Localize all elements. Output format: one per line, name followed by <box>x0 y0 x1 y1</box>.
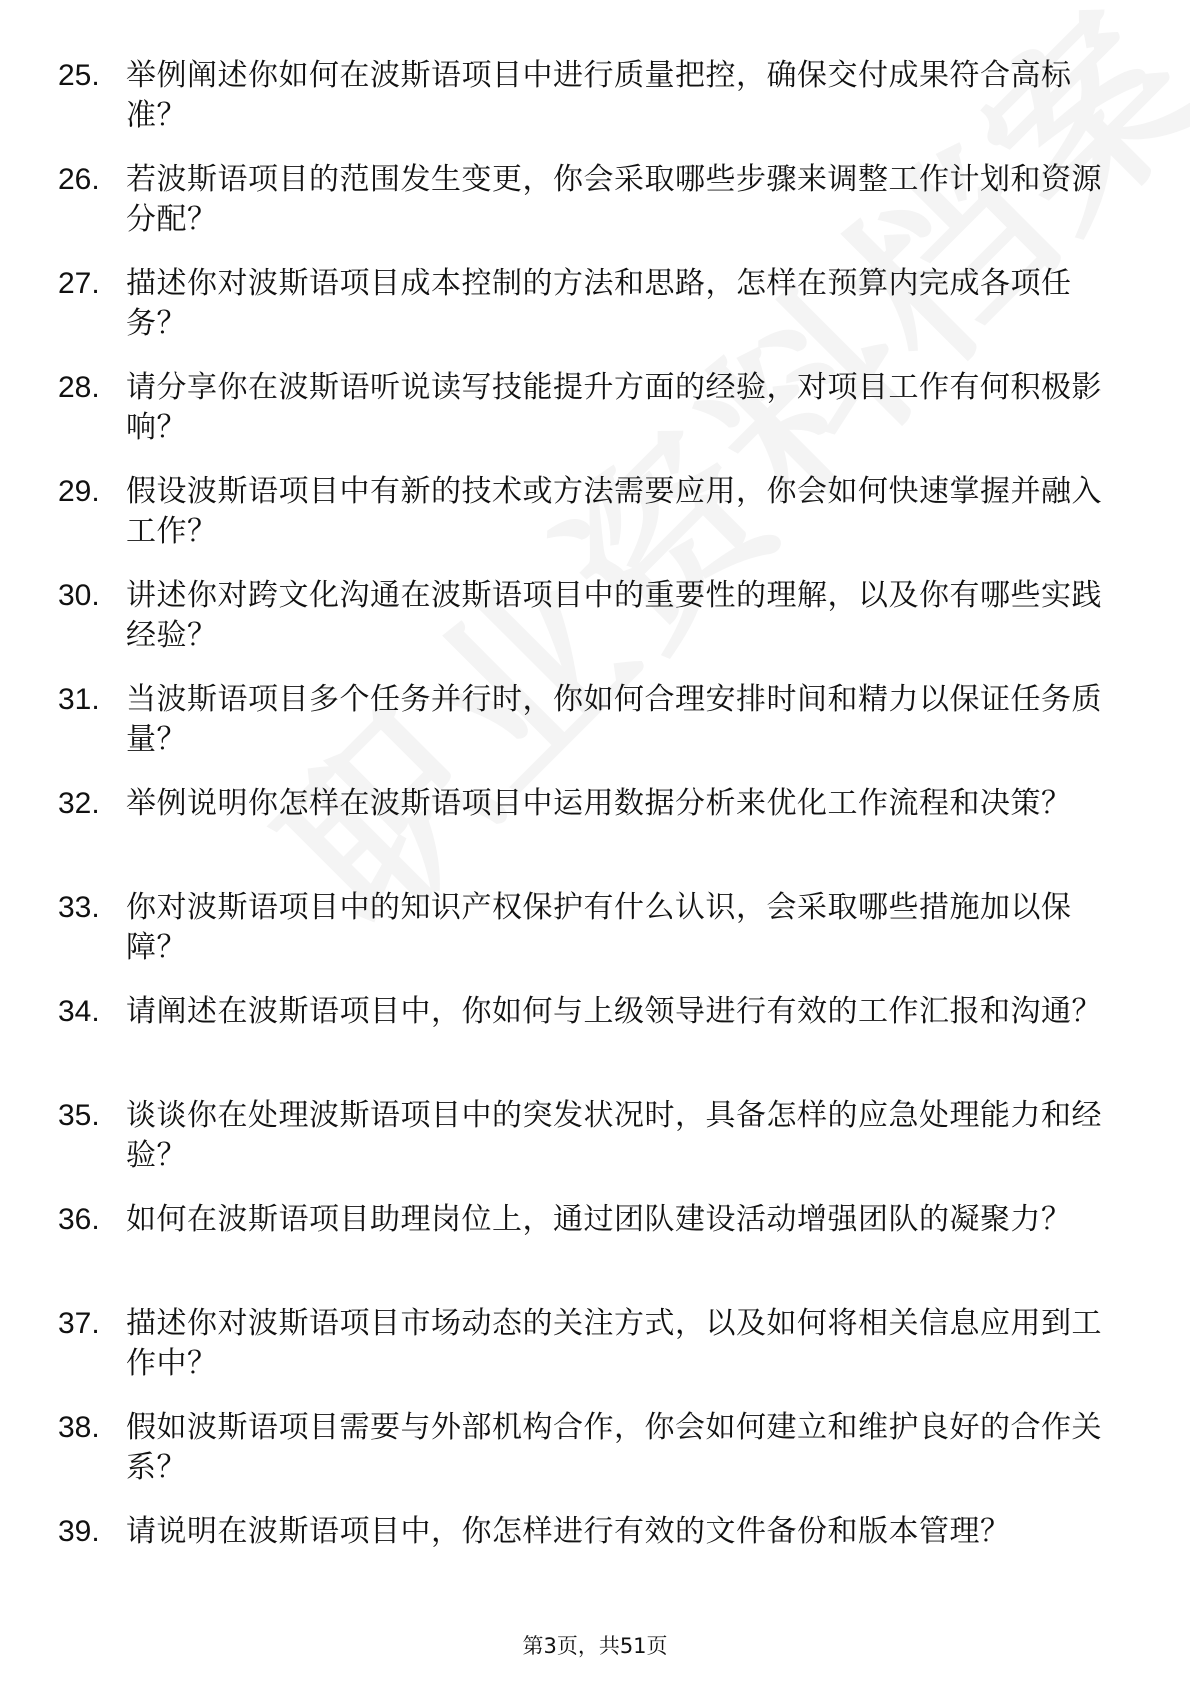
question-text: 请阐述在波斯语项目中，你如何与上级领导进行有效的工作汇报和沟通？ <box>126 994 1102 1029</box>
question-number: 38. <box>58 1411 100 1444</box>
question-text: 若波斯语项目的范围发生变更，你会采取哪些步骤来调整工作计划和资源分配？ <box>126 162 1102 237</box>
question-text: 举例说明你怎样在波斯语项目中运用数据分析来优化工作流程和决策？ <box>126 786 1072 821</box>
question-number: 31. <box>58 683 100 716</box>
question-text: 谈谈你在处理波斯语项目中的突发状况时，具备怎样的应急处理能力和经验？ <box>126 1098 1102 1173</box>
question-text: 举例阐述你如何在波斯语项目中进行质量把控，确保交付成果符合高标准？ <box>126 58 1072 133</box>
question-item <box>58 576 1128 656</box>
question-item <box>58 1512 1128 1592</box>
question-text: 假设波斯语项目中有新的技术或方法需要应用，你会如何快速掌握并融入工作？ <box>126 474 1102 549</box>
question-item <box>58 1200 1128 1280</box>
question-item <box>58 264 1128 344</box>
question-item <box>58 56 1128 136</box>
question-text: 讲述你对跨文化沟通在波斯语项目中的重要性的理解，以及你有哪些实践经验？ <box>126 578 1102 653</box>
question-item <box>58 472 1128 552</box>
question-text: 描述你对波斯语项目市场动态的关注方式，以及如何将相关信息应用到工作中？ <box>126 1306 1102 1381</box>
page-footer <box>0 1630 1190 1660</box>
question-number: 28. <box>58 371 100 404</box>
question-number: 27. <box>58 267 100 300</box>
question-number: 26. <box>58 163 100 196</box>
question-number: 30. <box>58 579 100 612</box>
question-text: 如何在波斯语项目助理岗位上，通过团队建设活动增强团队的凝聚力？ <box>126 1202 1072 1237</box>
question-item <box>58 368 1128 448</box>
question-text: 你对波斯语项目中的知识产权保护有什么认识，会采取哪些措施加以保障？ <box>126 890 1072 965</box>
question-item <box>58 1408 1128 1488</box>
question-text: 假如波斯语项目需要与外部机构合作，你会如何建立和维护良好的合作关系？ <box>126 1410 1102 1485</box>
question-item <box>58 1096 1128 1176</box>
question-text: 请分享你在波斯语听说读写技能提升方面的经验，对项目工作有何积极影响？ <box>126 370 1102 445</box>
question-item <box>58 160 1128 240</box>
question-item <box>58 680 1128 760</box>
question-item <box>58 784 1128 864</box>
question-number: 37. <box>58 1307 100 1340</box>
question-number: 25. <box>58 59 100 92</box>
page-number-label: 第3页，共51页 <box>522 1634 668 1658</box>
question-number: 33. <box>58 891 100 924</box>
question-number: 29. <box>58 475 100 508</box>
question-number: 39. <box>58 1515 100 1548</box>
question-number: 34. <box>58 995 100 1028</box>
question-item <box>58 888 1128 968</box>
question-item <box>58 1304 1128 1384</box>
question-text: 当波斯语项目多个任务并行时，你如何合理安排时间和精力以保证任务质量？ <box>126 682 1102 757</box>
question-number: 32. <box>58 787 100 820</box>
question-number: 36. <box>58 1203 100 1236</box>
question-text: 描述你对波斯语项目成本控制的方法和思路，怎样在预算内完成各项任务？ <box>126 266 1072 341</box>
question-number: 35. <box>58 1099 100 1132</box>
question-text: 请说明在波斯语项目中，你怎样进行有效的文件备份和版本管理？ <box>126 1514 1011 1549</box>
question-list <box>58 56 1128 1616</box>
question-item <box>58 992 1128 1072</box>
